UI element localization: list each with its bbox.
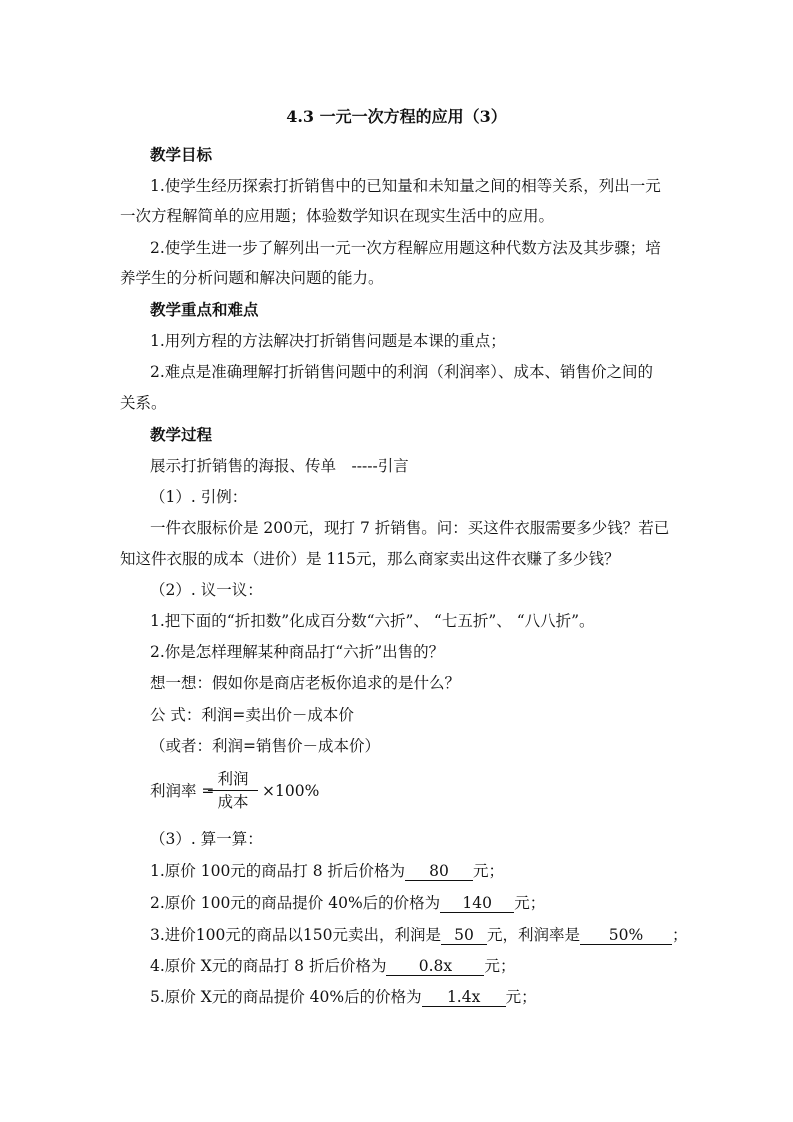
example-line-2: 知这件衣服的成本（进价）是 115元，那么商家卖出这件衣赚了多少钱？ [120, 550, 620, 568]
profit-formula: 公 式：利润=卖出价－成本价 [150, 706, 354, 724]
objective-1-line-2: 一次方程解简单的应用题；体验数学知识在现实生活中的应用。 [120, 207, 555, 225]
section-2-label: （2）. 议一议： [150, 581, 263, 599]
calc-1-answer: 80 [405, 862, 473, 881]
calc-5-unit: 元； [505, 988, 537, 1006]
calc-item-4 [150, 956, 515, 976]
calc-item-2 [150, 893, 545, 913]
profit-rate-label: 利润率 = [150, 782, 215, 800]
profit-formula-alt: （或者：利润=销售价－成本价） [150, 737, 380, 755]
keypoint-2-line-2: 关系。 [120, 394, 167, 412]
calc-3-mid: 元，利润率是 [486, 926, 580, 944]
calc-4-unit: 元； [484, 957, 516, 975]
calc-3-text: 3.进价100元的商品以150元卖出，利润是 [150, 926, 441, 944]
section-3-label: （3）. 算一算： [150, 830, 263, 848]
objectives-heading: 教学目标 [150, 145, 213, 164]
profit-rate-multiplier: ×100% [262, 782, 320, 800]
example-line-1: 一件衣服标价是 200元，现打 7 折销售。问：买这件衣服需要多少钱？若已 [150, 519, 670, 537]
document-title: 4.3 一元一次方程的应用（3） [286, 107, 507, 126]
calc-3-answer-profit: 50 [441, 926, 487, 945]
fraction-numerator: 利润 [217, 770, 249, 788]
process-heading: 教学过程 [150, 425, 213, 444]
calc-2-text: 2.原价 100元的商品提价 40%后的价格为 [150, 894, 441, 912]
calc-3-end: ； [671, 926, 688, 944]
calc-item-3 [150, 925, 688, 945]
calc-4-answer: 0.8x [386, 957, 484, 976]
calc-4-text: 4.原价 X元的商品打 8 折后价格为 [150, 957, 387, 975]
discussion-question-2: 2.你是怎样理解某种商品打“六折”出售的？ [150, 643, 445, 661]
calc-2-unit: 元； [514, 894, 546, 912]
fraction-bar [208, 790, 258, 791]
section-1-label: （1）. 引例： [150, 488, 248, 506]
discussion-question-1: 1.把下面的“折扣数”化成百分数“六折”、 “七五折”、 “八八折”。 [150, 612, 595, 630]
objective-1-line-1: 1.使学生经历探索打折销售中的已知量和未知量之间的相等关系，列出一元 [150, 177, 661, 195]
profit-rate-fraction [208, 770, 258, 812]
fraction-denominator: 成本 [217, 793, 249, 811]
think-prompt: 想一想：假如你是商店老板你追求的是什么？ [150, 674, 461, 692]
keypoint-1: 1.用列方程的方法解决打折销售问题是本课的重点； [150, 332, 506, 350]
calc-3-answer-rate: 50% [580, 926, 672, 945]
calc-1-text: 1.原价 100元的商品打 8 折后价格为 [150, 862, 406, 880]
calc-5-text: 5.原价 X元的商品提价 40%后的价格为 [150, 988, 422, 1006]
objective-2-line-2: 养学生的分析问题和解决问题的能力。 [120, 269, 384, 287]
calc-1-unit: 元； [473, 862, 505, 880]
keypoint-2-line-1: 2.难点是准确理解打折销售问题中的利润（利润率）、成本、销售价之间的 [150, 363, 654, 381]
calc-2-answer: 140 [440, 894, 514, 913]
calc-item-1 [150, 861, 504, 881]
objective-2-line-1: 2.使学生进一步了解列出一元一次方程解应用题这种代数方法及其步骤；培 [150, 239, 661, 257]
calc-item-5 [150, 987, 537, 1007]
keypoints-heading: 教学重点和难点 [150, 300, 259, 319]
calc-5-answer: 1.4x [422, 988, 506, 1007]
process-intro: 展示打折销售的海报、传单 -----引言 [150, 457, 409, 475]
